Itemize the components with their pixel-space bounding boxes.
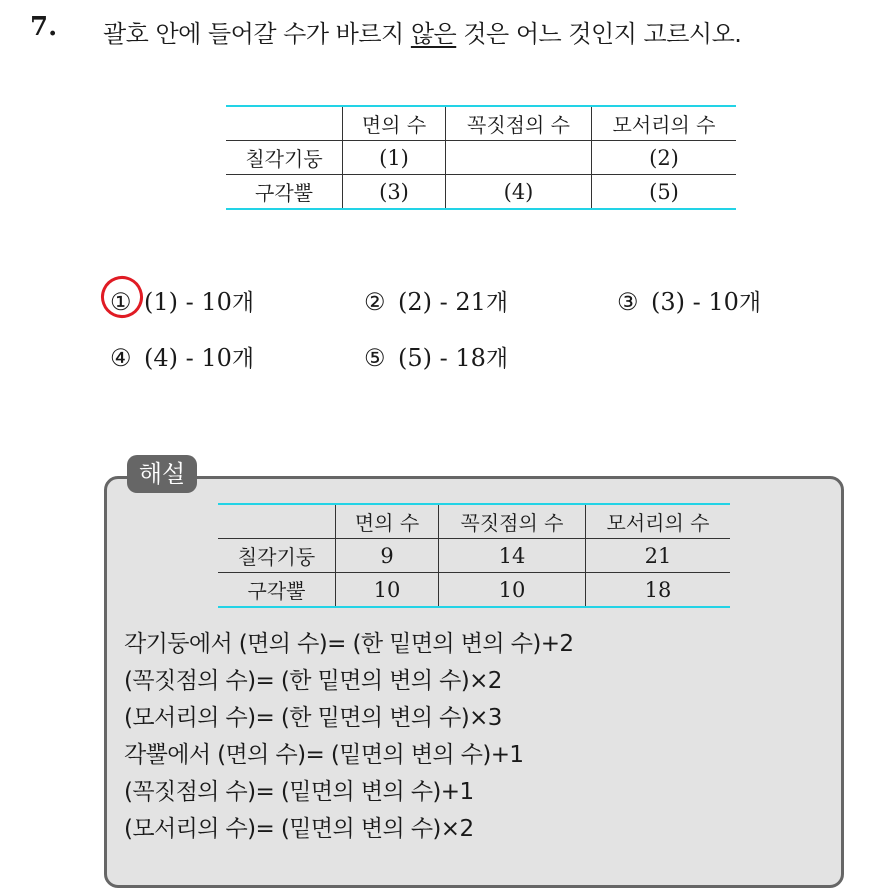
- choice-unit: 개: [231, 290, 255, 316]
- table-row-label: 칠각기둥: [218, 539, 336, 573]
- table-cell: (2): [592, 141, 737, 175]
- question-number: 7.: [30, 12, 58, 42]
- choice-marker: ②: [364, 288, 386, 316]
- choice-text: (1) - 10: [144, 288, 232, 316]
- choice-marker: ①: [110, 288, 132, 316]
- table-cell: (5): [592, 175, 737, 210]
- choice-4[interactable]: [110, 340, 254, 373]
- choice-unit: 개: [485, 290, 509, 316]
- table-header-faces: 면의 수: [336, 504, 439, 539]
- explanation-line: 각기둥에서 (면의 수)= (한 밑면의 변의 수)+2: [124, 631, 574, 657]
- table-row-label: 구각뿔: [226, 175, 343, 210]
- table-cell: [446, 141, 592, 175]
- choice-unit: 개: [485, 346, 509, 372]
- choice-marker: ④: [110, 344, 132, 372]
- choice-text: (3) - 10: [651, 288, 739, 316]
- question-text-before: 괄호 안에 들어갈 수가 바르지: [103, 20, 411, 48]
- solution-explanation: [124, 626, 573, 848]
- table-cell: 18: [586, 573, 731, 608]
- table-cell: (3): [343, 175, 446, 210]
- table-header-blank: [226, 106, 343, 141]
- question-text: [103, 14, 741, 49]
- choice-5[interactable]: [364, 340, 508, 373]
- choice-text: (4) - 10: [144, 344, 232, 372]
- table-cell: 21: [586, 539, 731, 573]
- table-row-label: 구각뿔: [218, 573, 336, 608]
- question-text-underlined: 않은: [410, 20, 457, 48]
- explanation-line: (꼭짓점의 수)= (한 밑면의 변의 수)×2: [124, 668, 502, 694]
- choice-unit: 개: [231, 346, 255, 372]
- question-text-after: 것은 어느 것인지 고르시오.: [456, 20, 742, 48]
- choice-unit: 개: [738, 290, 762, 316]
- table-cell: 14: [439, 539, 586, 573]
- table-cell: 9: [336, 539, 439, 573]
- choice-3[interactable]: [617, 284, 761, 317]
- table-cell: 10: [439, 573, 586, 608]
- choice-marker: ⑤: [364, 344, 386, 372]
- table-header-vertices: 꼭짓점의 수: [439, 504, 586, 539]
- choice-marker: ③: [617, 288, 639, 316]
- choice-text: (2) - 21: [398, 288, 486, 316]
- table-cell: 10: [336, 573, 439, 608]
- table-cell: (1): [343, 141, 446, 175]
- solution-tab: 해설: [127, 455, 197, 493]
- explanation-line: (모서리의 수)= (밑면의 변의 수)×2: [124, 816, 474, 842]
- table-header-vertices: 꼭짓점의 수: [446, 106, 592, 141]
- table-header-edges: 모서리의 수: [586, 504, 731, 539]
- table-row-label: 칠각기둥: [226, 141, 343, 175]
- question-table: [226, 105, 736, 210]
- table-header-edges: 모서리의 수: [592, 106, 737, 141]
- solution-table: [218, 503, 730, 608]
- table-header-faces: 면의 수: [343, 106, 446, 141]
- table-cell: (4): [446, 175, 592, 210]
- explanation-line: (모서리의 수)= (한 밑면의 변의 수)×3: [124, 705, 502, 731]
- choice-2[interactable]: [364, 284, 508, 317]
- explanation-line: (꼭짓점의 수)= (밑면의 변의 수)+1: [124, 779, 474, 805]
- table-header-blank: [218, 504, 336, 539]
- explanation-line: 각뿔에서 (면의 수)= (밑면의 변의 수)+1: [124, 742, 524, 768]
- choice-text: (5) - 18: [398, 344, 486, 372]
